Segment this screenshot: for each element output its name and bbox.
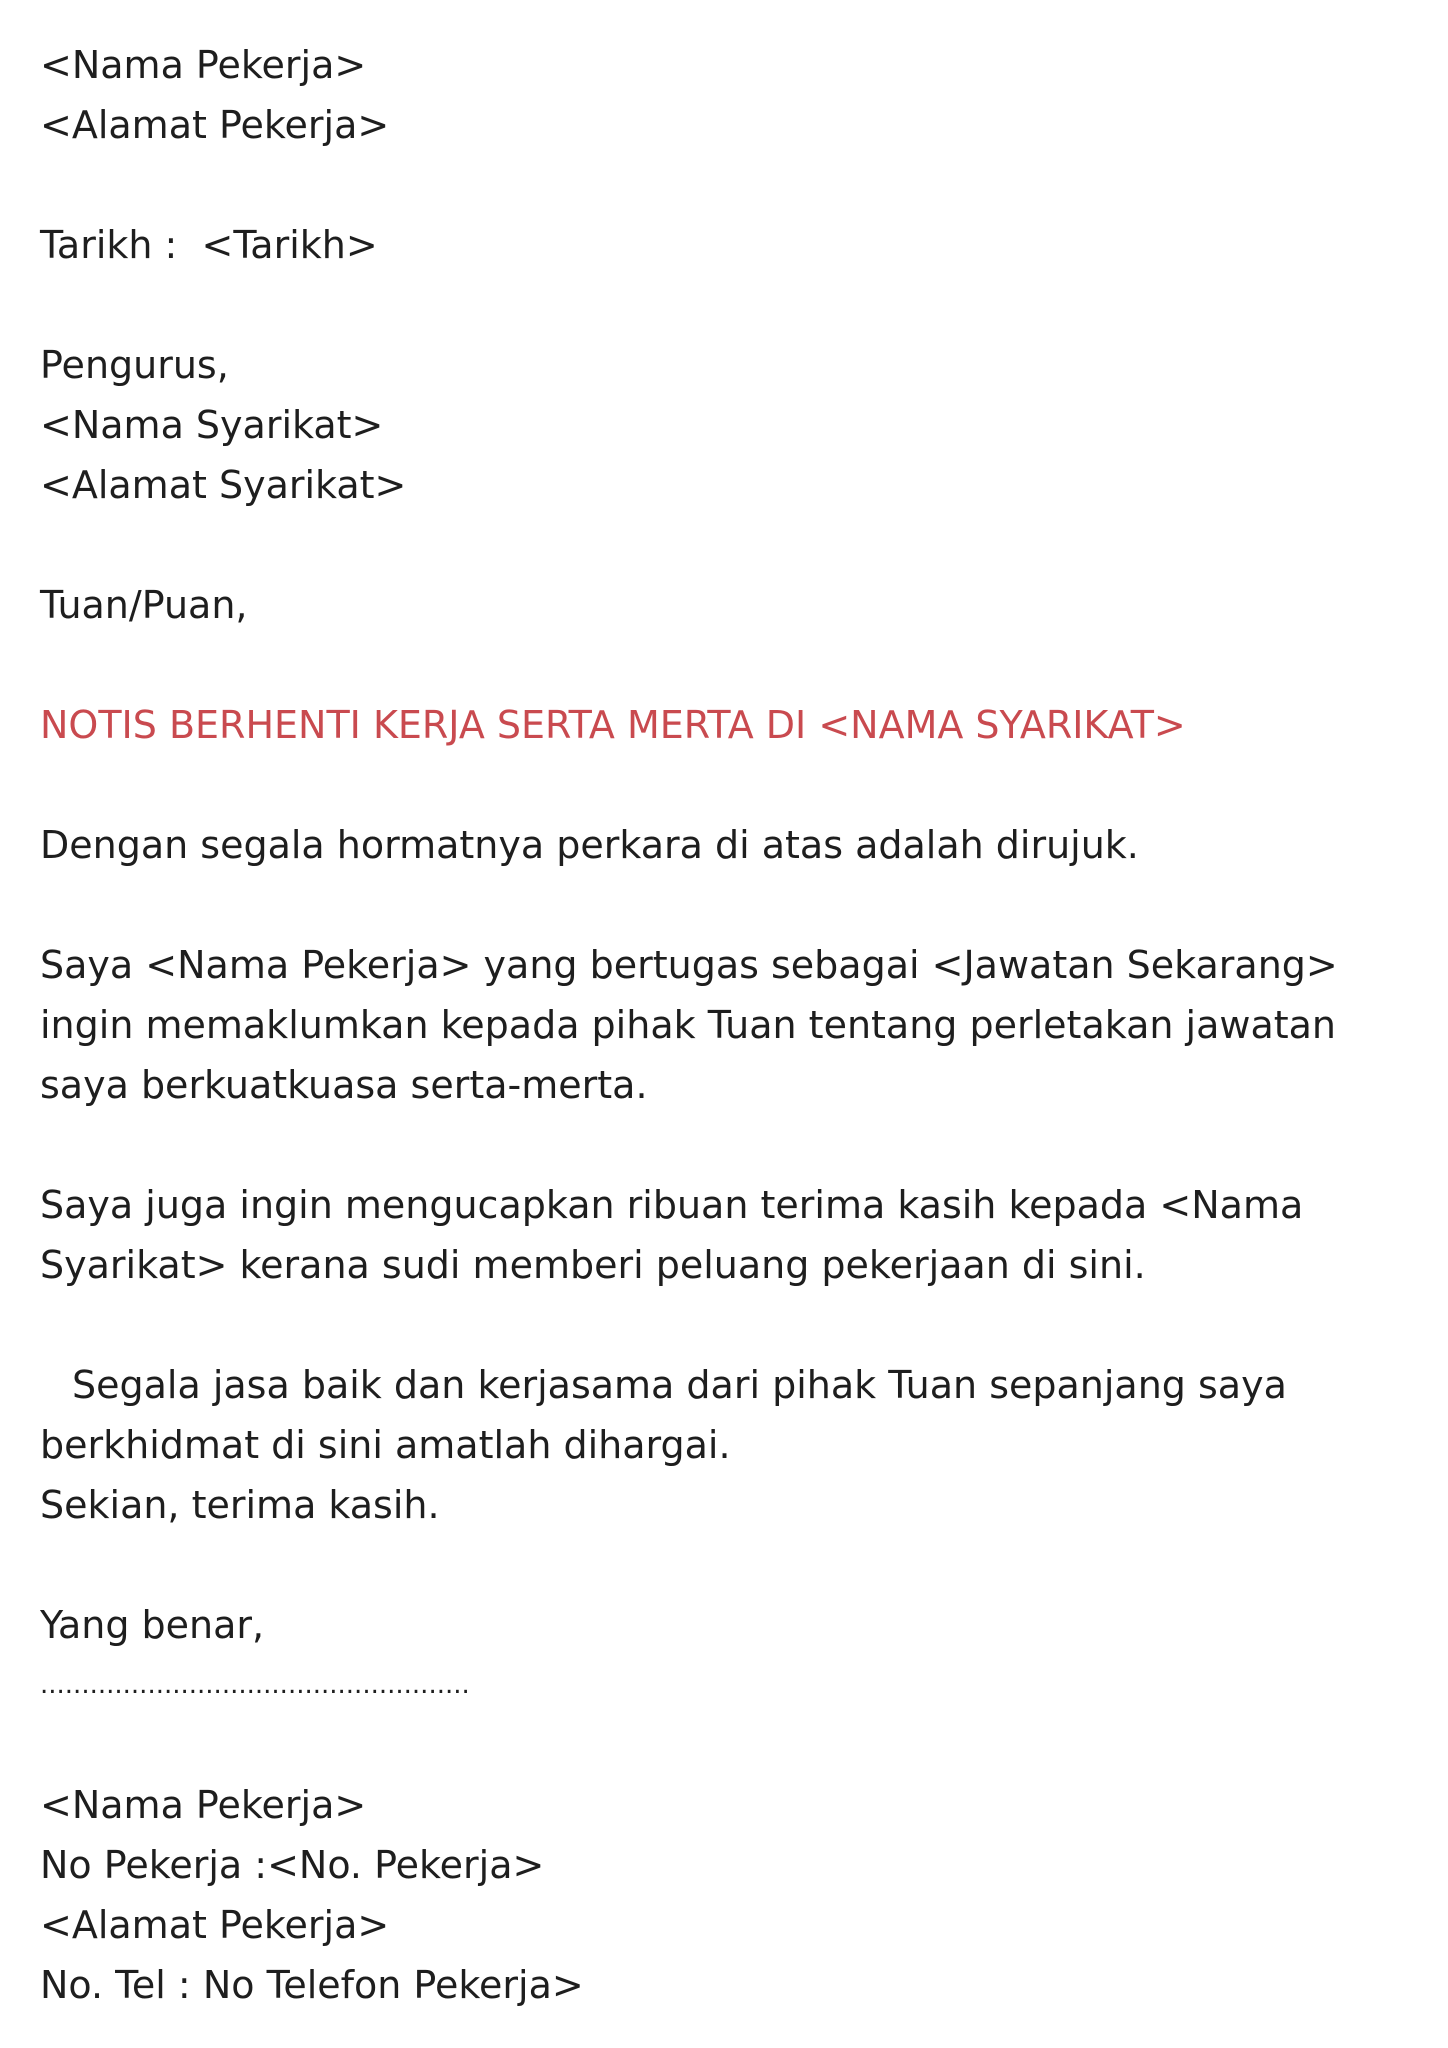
- sender-name: <Nama Pekerja>: [40, 43, 367, 87]
- signature-address: <Alamat Pekerja>: [40, 1903, 390, 1947]
- signature-employee-no: No Pekerja :<No. Pekerja>: [40, 1843, 545, 1887]
- signature-name: <Nama Pekerja>: [40, 1783, 367, 1827]
- resignation-letter: [40, 35, 1410, 2015]
- subject-heading: NOTIS BERHENTI KERJA SERTA MERTA DI <NAMA SYARIKAT>: [40, 703, 1186, 747]
- salutation: Tuan/Puan,: [40, 583, 248, 627]
- recipient-title: Pengurus,: [40, 343, 229, 387]
- recipient-company: <Nama Syarikat>: [40, 403, 384, 447]
- date-line: Tarikh : <Tarikh>: [40, 223, 378, 267]
- body-paragraph-1: Dengan segala hormatnya perkara di atas adalah dirujuk.: [40, 823, 1139, 867]
- body-paragraph-3: Saya juga ingin mengucapkan ribuan terima kasih kepada <Nama Syarikat> kerana sudi memberi peluang pekerjaan di sini.: [40, 1183, 1304, 1287]
- sender-address: <Alamat Pekerja>: [40, 103, 390, 147]
- body-paragraph-2: Saya <Nama Pekerja> yang bertugas sebagai <Jawatan Sekarang> ingin memaklumkan kepada pihak Tuan tentang perletakan jawatan saya berkuatkuasa serta-merta.: [40, 943, 1338, 1107]
- closing: Yang benar,: [40, 1603, 265, 1647]
- recipient-address: <Alamat Syarikat>: [40, 463, 407, 507]
- signature-phone: No. Tel : No Telefon Pekerja>: [40, 1963, 584, 2007]
- signature-line: ....................................................: [40, 1670, 470, 1700]
- body-paragraph-4: Segala jasa baik dan kerjasama dari pihak Tuan sepanjang saya berkhidmat di sini amatlah dihargai.: [40, 1363, 1287, 1467]
- body-paragraph-5: Sekian, terima kasih.: [40, 1483, 440, 1527]
